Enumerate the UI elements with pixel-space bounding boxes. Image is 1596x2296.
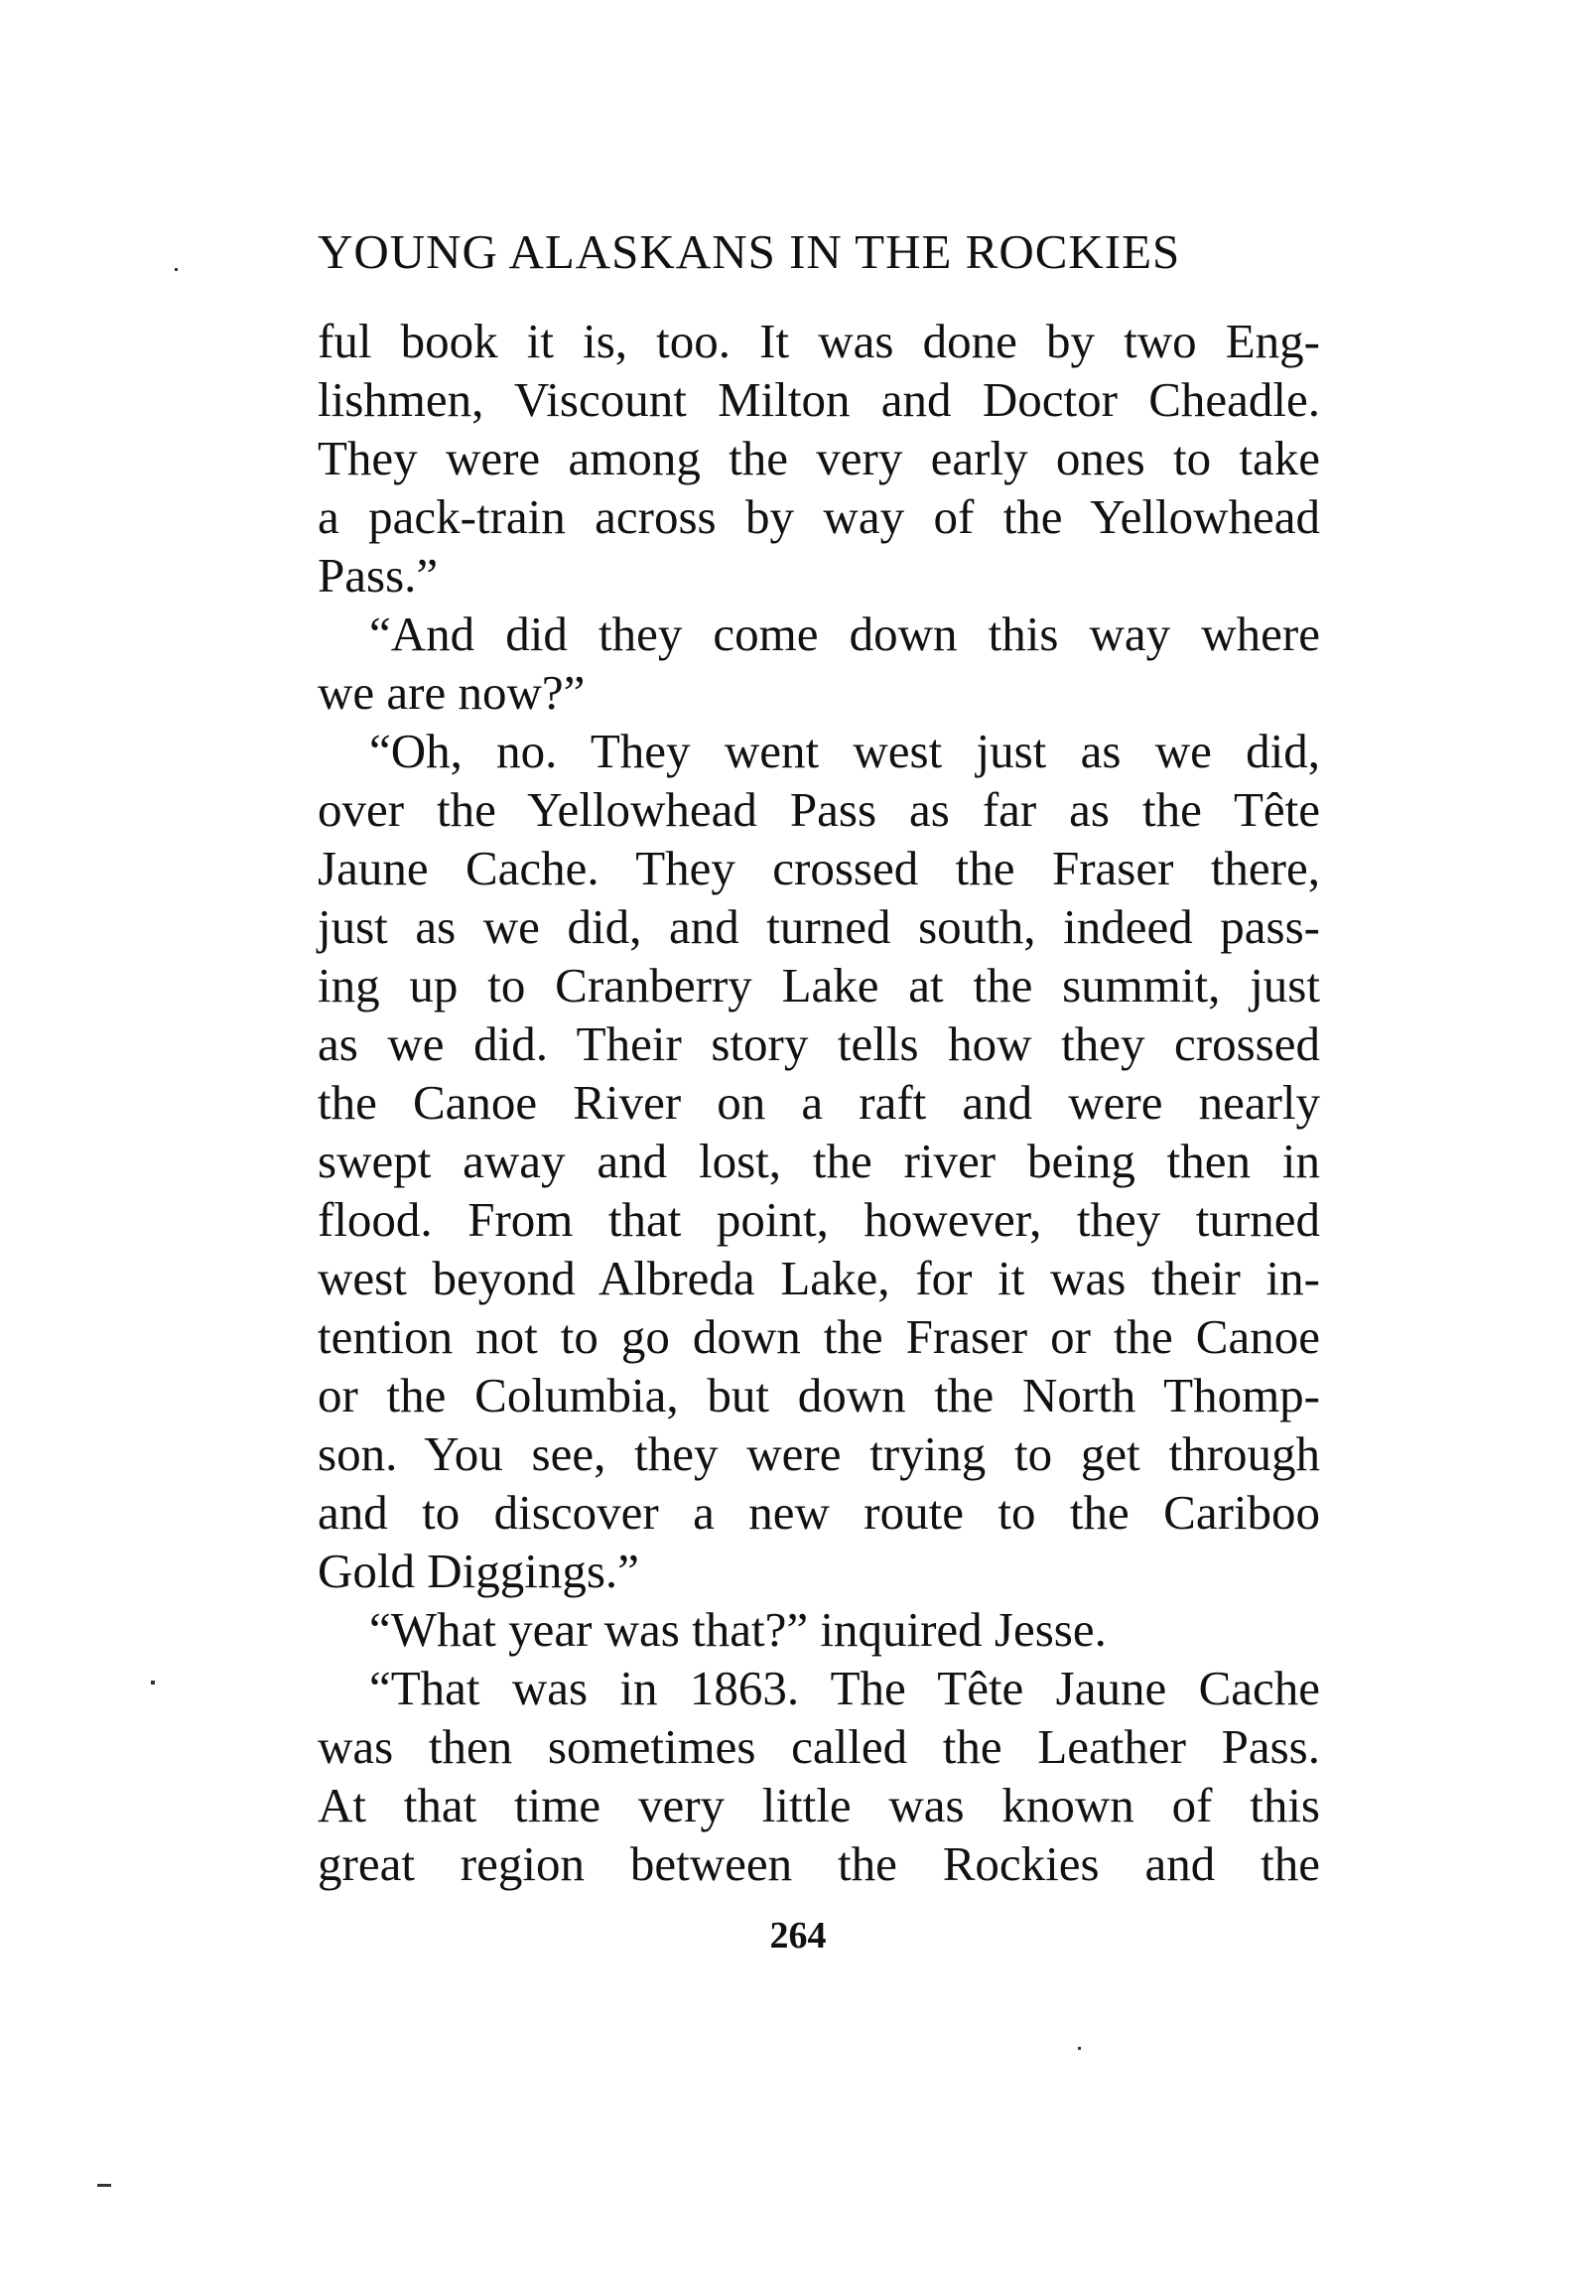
scan-speck xyxy=(1078,2047,1081,2050)
text-line: ing up to Cranberry Lake at the summit, just xyxy=(318,958,1320,1013)
text-line: as we did. Their story tells how they crossed xyxy=(318,1016,1320,1071)
text-line: “What year was that?” inquired Jesse. xyxy=(369,1602,1107,1657)
text-line: just as we did, and turned south, indeed pass- xyxy=(318,899,1320,954)
running-head: YOUNG ALASKANS IN THE ROCKIES xyxy=(318,224,1181,279)
page-number: 264 xyxy=(769,1915,827,1957)
text-line: “And did they come down this way where xyxy=(369,607,1320,661)
text-line: At that time very little was known of this xyxy=(318,1778,1320,1832)
text-line: Gold Diggings.” xyxy=(318,1544,639,1598)
text-line: over the Yellowhead Pass as far as the Tête xyxy=(318,782,1320,837)
text-line: or the Columbia, but down the North Thomp- xyxy=(318,1368,1320,1422)
text-line: lishmen, Viscount Milton and Doctor Cheadle. xyxy=(318,372,1320,427)
text-line: and to discover a new route to the Cariboo xyxy=(318,1485,1320,1540)
text-line: “Oh, no. They went west just as we did, xyxy=(369,724,1320,778)
scan-speck xyxy=(97,2184,111,2187)
text-line: was then sometimes called the Leather Pass. xyxy=(318,1719,1320,1774)
text-line: “That was in 1863. The Tête Jaune Cache xyxy=(369,1661,1320,1715)
text-line: we are now?” xyxy=(318,665,586,720)
text-line: a pack-train across by way of the Yellowhead xyxy=(318,489,1320,544)
text-line: west beyond Albreda Lake, for it was their in- xyxy=(318,1251,1320,1305)
body-text xyxy=(318,312,1320,1893)
text-line: ful book it is, too. It was done by two Eng- xyxy=(318,314,1320,368)
text-line: tention not to go down the Fraser or the Canoe xyxy=(318,1309,1320,1364)
scan-speck xyxy=(151,1681,155,1685)
scan-speck xyxy=(175,268,178,271)
text-line: Pass.” xyxy=(318,548,439,603)
text-line: the Canoe River on a raft and were nearly xyxy=(318,1075,1320,1130)
text-line: swept away and lost, the river being then in xyxy=(318,1134,1320,1188)
text-line: great region between the Rockies and the xyxy=(318,1836,1320,1891)
text-line: flood. From that point, however, they turned xyxy=(318,1192,1320,1247)
text-line: son. You see, they were trying to get through xyxy=(318,1426,1320,1481)
text-line: Jaune Cache. They crossed the Fraser there, xyxy=(318,841,1320,895)
text-line: They were among the very early ones to take xyxy=(318,431,1320,485)
